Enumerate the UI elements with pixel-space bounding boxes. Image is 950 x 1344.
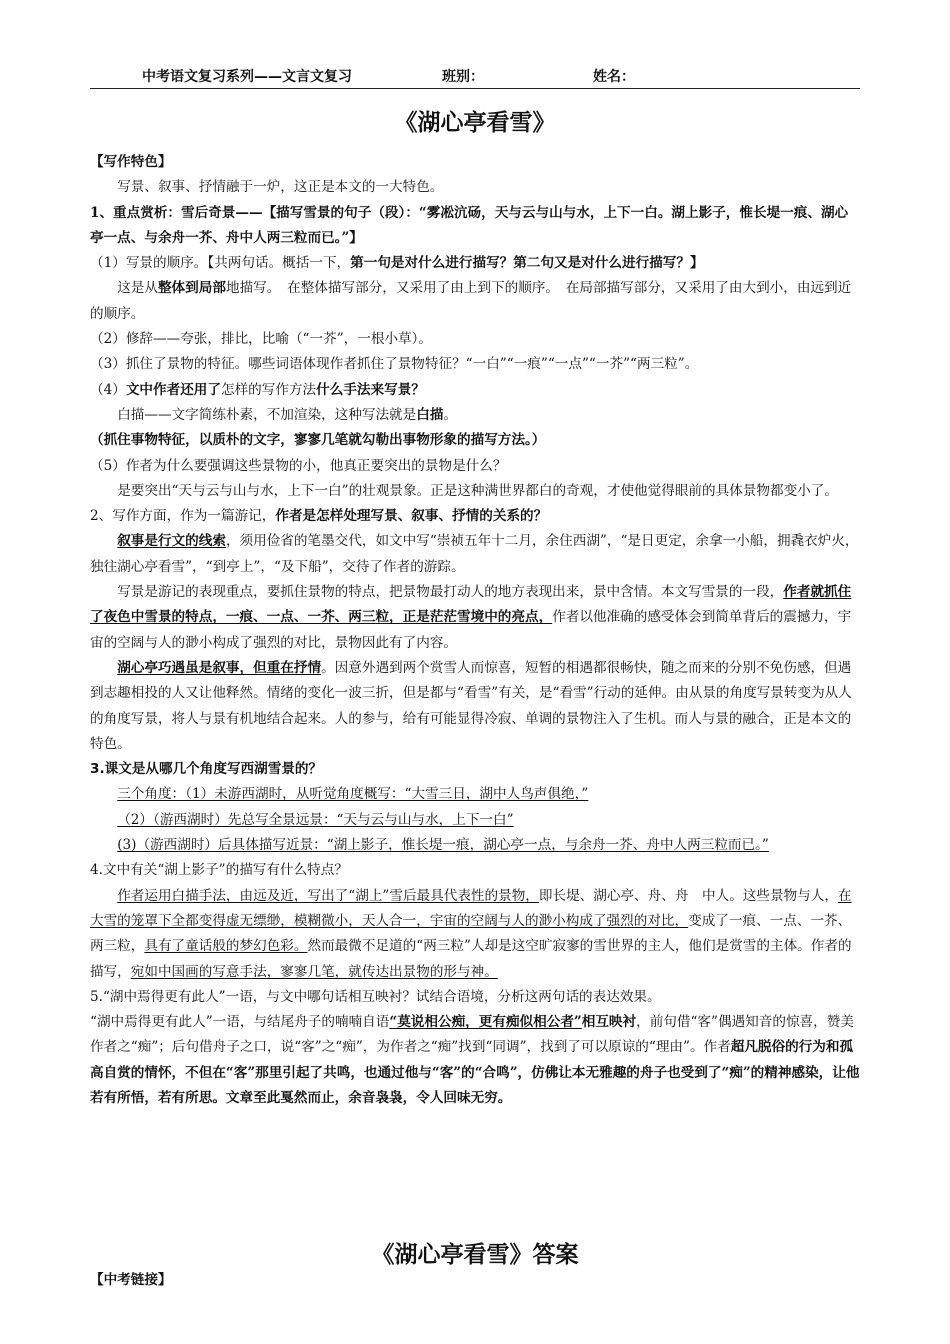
s4-c: 怎样的写作方法 bbox=[221, 381, 317, 398]
q2-b: 作者是怎样处理写景、叙事、抒情的关系的？ bbox=[275, 508, 548, 525]
name-label: 姓名： bbox=[593, 69, 635, 85]
q2-p3-text: 。因意外遇到两个赏雪人而惊喜，短暂的相遇都很畅快，随之而来的分别不免伤感，但遇到志趣相投的人又让他释然。情绪的变化一波三折，但是都与“看雪”有关，是“看雪”行动的延伸。由从景的角度写景转变为从人的角度写景，将人与景有机地结合起来。人的参与，给有可能显得冷寂、单调的景物注入了生机。而人与景的融合，正是本文的特色。 bbox=[90, 659, 852, 752]
sub-5-answer: 是要突出“天与云与山与水，上下一白”的壮观景象。正是这种满世界都白的奇观，才使他觉得眼前的具体景物都变小了。 bbox=[117, 482, 838, 499]
question-1 bbox=[90, 201, 860, 252]
q5-c: 相互映衬 bbox=[581, 1014, 637, 1031]
q2-p2-key: 作者就抓住了夜色中雪景的特点，一痕、一点、一芥、两三粒，正是茫茫雪境中的亮点， bbox=[90, 584, 852, 626]
question-5: 5.“湖中焉得更有此人”一语，与文中哪句话相互映衬？试结合语境，分析这两句话的表达效果。 bbox=[90, 988, 661, 1005]
q3-line-1 bbox=[90, 782, 860, 807]
s4-ans-c: 。 bbox=[443, 406, 458, 423]
page-title: 《湖心亭看雪》 bbox=[394, 110, 556, 136]
q5-quote: “莫说相公痴，更有痴似相公者” bbox=[389, 1014, 582, 1031]
q2-para-1 bbox=[90, 529, 860, 580]
question-4: 4.文中有关“湖上影子”的描写有什么特点？ bbox=[90, 862, 348, 879]
s1-ans-c: 地描写。 在整体描写部分，又采用了由上到下的顺序。 在局部描写部分，又采用了由大到小，由远到近的顺序。 bbox=[90, 280, 852, 322]
q5-e: 超凡脱俗的行为和孤高自赏的情怀，不但在“客”那里引起了共鸣，也通过他与“客”的“合鸣”，仿佛让本无雅趣的舟子也受到了“痴”的精神感染，让他若有所悟，若有所思。文章至此戛然而止，余音袅袅，令人回味无穷。 bbox=[90, 1039, 860, 1106]
q4-f: 然而最微不足道的“两三粒”人却是这空旷寂寥的雪世界的主人，他们是赏雪的主体。作者的描写， bbox=[90, 938, 852, 980]
sub-1-text: （1）写景的顺序。【共两句话。概括一下， bbox=[90, 255, 351, 272]
q2-a: 2、写作方面，作为一篇游记， bbox=[90, 508, 276, 525]
s4-a: （4） bbox=[90, 381, 126, 398]
q4-g: 宛如中国画的写意手法，寥寥几笔，就传达出景物的形与神。 bbox=[130, 963, 498, 980]
sub-5: （5）作者为什么要强调这些景物的小，他真正要突出的景物是什么？ bbox=[90, 457, 507, 474]
q3-l3: (3)（游西湖时）后具体描写近景：“湖上影子，惟长堤一痕，湖心亭一点，与余舟一芥、舟中人两三粒而已。” bbox=[117, 837, 769, 854]
sub-2: （2）修辞——夸张，排比，比喻（“一芥”，一根小草）。 bbox=[90, 331, 432, 348]
answer-title: 《湖心亭看雪》答案 bbox=[371, 1242, 579, 1268]
feature-text: 写景、叙事、抒情融于一炉，这正是本文的一大特色。 bbox=[117, 179, 444, 196]
s4-ans-b: 白描 bbox=[416, 406, 444, 423]
sub-4-note: （抓住事物特征，以质朴的文字，寥寥几笔就勾勒出事物形象的描写方法。） bbox=[90, 432, 546, 449]
series-label: 中考语文复习系列——文言文复习 bbox=[142, 69, 352, 85]
q2-p2-c: 作者以他准确的感受体会到简单背后的震撼力，宇宙的空阔与人的渺小构成了强烈的对比，景物因此有了内容。 bbox=[90, 609, 852, 651]
q5-a: “湖中焉得更有此人”一语，与结尾舟子的喃喃自语 bbox=[90, 1014, 390, 1031]
q2-p3-key: 湖心亭巧遇虽是叙事，但重在抒情 bbox=[117, 659, 322, 676]
sub-1 bbox=[90, 251, 860, 276]
q4-b: 即长堤、湖心亭、舟、舟 中人。这些景物与人， bbox=[538, 887, 838, 904]
q2-p2-a: 写景是游记的表现重点，要抓住景物的特点，把景物最打动人的地方表现出来，景中含情。本文写雪景的一段， bbox=[117, 584, 784, 601]
page-header bbox=[90, 66, 860, 89]
s1-ans-a: 这是从 bbox=[117, 280, 158, 297]
sub-4-answer bbox=[90, 403, 860, 428]
q4-c: 在大雪的笼罩下全都变得虚无缥缈，模糊微小，天人合一，宇宙的空阔与人的渺小构成了强烈的对比， bbox=[90, 887, 852, 929]
q3-line-3 bbox=[90, 833, 860, 858]
sub-4 bbox=[90, 378, 860, 403]
q5-answer bbox=[90, 1010, 860, 1111]
question-3: 3.课文是从哪几个角度写西湖雪景的？ bbox=[90, 761, 323, 778]
q1-quote: 【描写雪景的句子（段）：“雾凇沆砀，天与云与山与水，上下一白。湖上影子，惟长堤一痕、湖心亭一点、与余舟一芥、舟中人两三粒而已。”】 bbox=[90, 204, 849, 246]
s4-ans-a: 白描——文字简练朴素，不加渲染，这种写法就是 bbox=[117, 406, 417, 423]
s4-b: 文中作者还用了 bbox=[125, 381, 221, 398]
question-2 bbox=[90, 504, 860, 529]
s1-ans-b: 整体到局部 bbox=[157, 280, 226, 297]
q3-l1: 三个角度：（1）未游西湖时，从听觉角度概写：“大雪三日，湖中人鸟声俱绝，” bbox=[117, 786, 589, 803]
q2-para-3 bbox=[90, 656, 860, 757]
q4-a: 作者运用白描手法，由远及近，写出了“湖上”雪后最具代表性的景物， bbox=[117, 887, 539, 904]
document-body bbox=[90, 150, 860, 1111]
q4-d: 变成了一痕、一点、一芥、两三粒， bbox=[90, 912, 852, 955]
class-label: 班别： bbox=[442, 69, 484, 85]
q4-e: 具有了童话般的梦幻色彩。 bbox=[144, 938, 308, 955]
q1-label: 1、重点赏析：雪后奇景—— bbox=[90, 204, 263, 221]
sub-3: （3）抓住了景物的特征。哪些词语体现作者抓住了景物特征？“一白”“一痕”“一点”“一芥”“两三粒”。 bbox=[90, 356, 699, 373]
q2-p1-key: 叙事是行文的线索 bbox=[117, 533, 226, 550]
section-heading-feature: 【写作特色】 bbox=[90, 154, 172, 170]
q5-d: ，前句借“客”偶遇知音的惊喜，赞美作者之“痴”；后句借舟子之口，说“客”之“痴”，为作者之“痴”找到“同调”，找到了可以原谅的“理由”。作者 bbox=[90, 1014, 854, 1056]
q3-l2: （2）（游西湖时）先总写全景远景：“天与云与山与水，上下一白” bbox=[117, 811, 514, 828]
sub-1-question: 第一句是对什么进行描写？第二句又是对什么进行描写？】 bbox=[350, 255, 704, 272]
section-heading-link: 【中考链接】 bbox=[90, 1272, 172, 1288]
q2-para-2 bbox=[90, 580, 860, 656]
q3-line-2 bbox=[90, 808, 860, 833]
sub-1-answer bbox=[90, 276, 860, 327]
q4-answer bbox=[90, 884, 860, 985]
s4-d: 什么手法来写景？ bbox=[316, 381, 425, 398]
q2-p1-text: ，须用俭省的笔墨交代，如文中写“崇祯五年十二月，余住西湖”，“是日更定，余拿一小船，拥毳衣炉火，独往湖心亭看雪”，“到亭上”，“及下船”，交待了作者的游踪。 bbox=[90, 533, 859, 575]
